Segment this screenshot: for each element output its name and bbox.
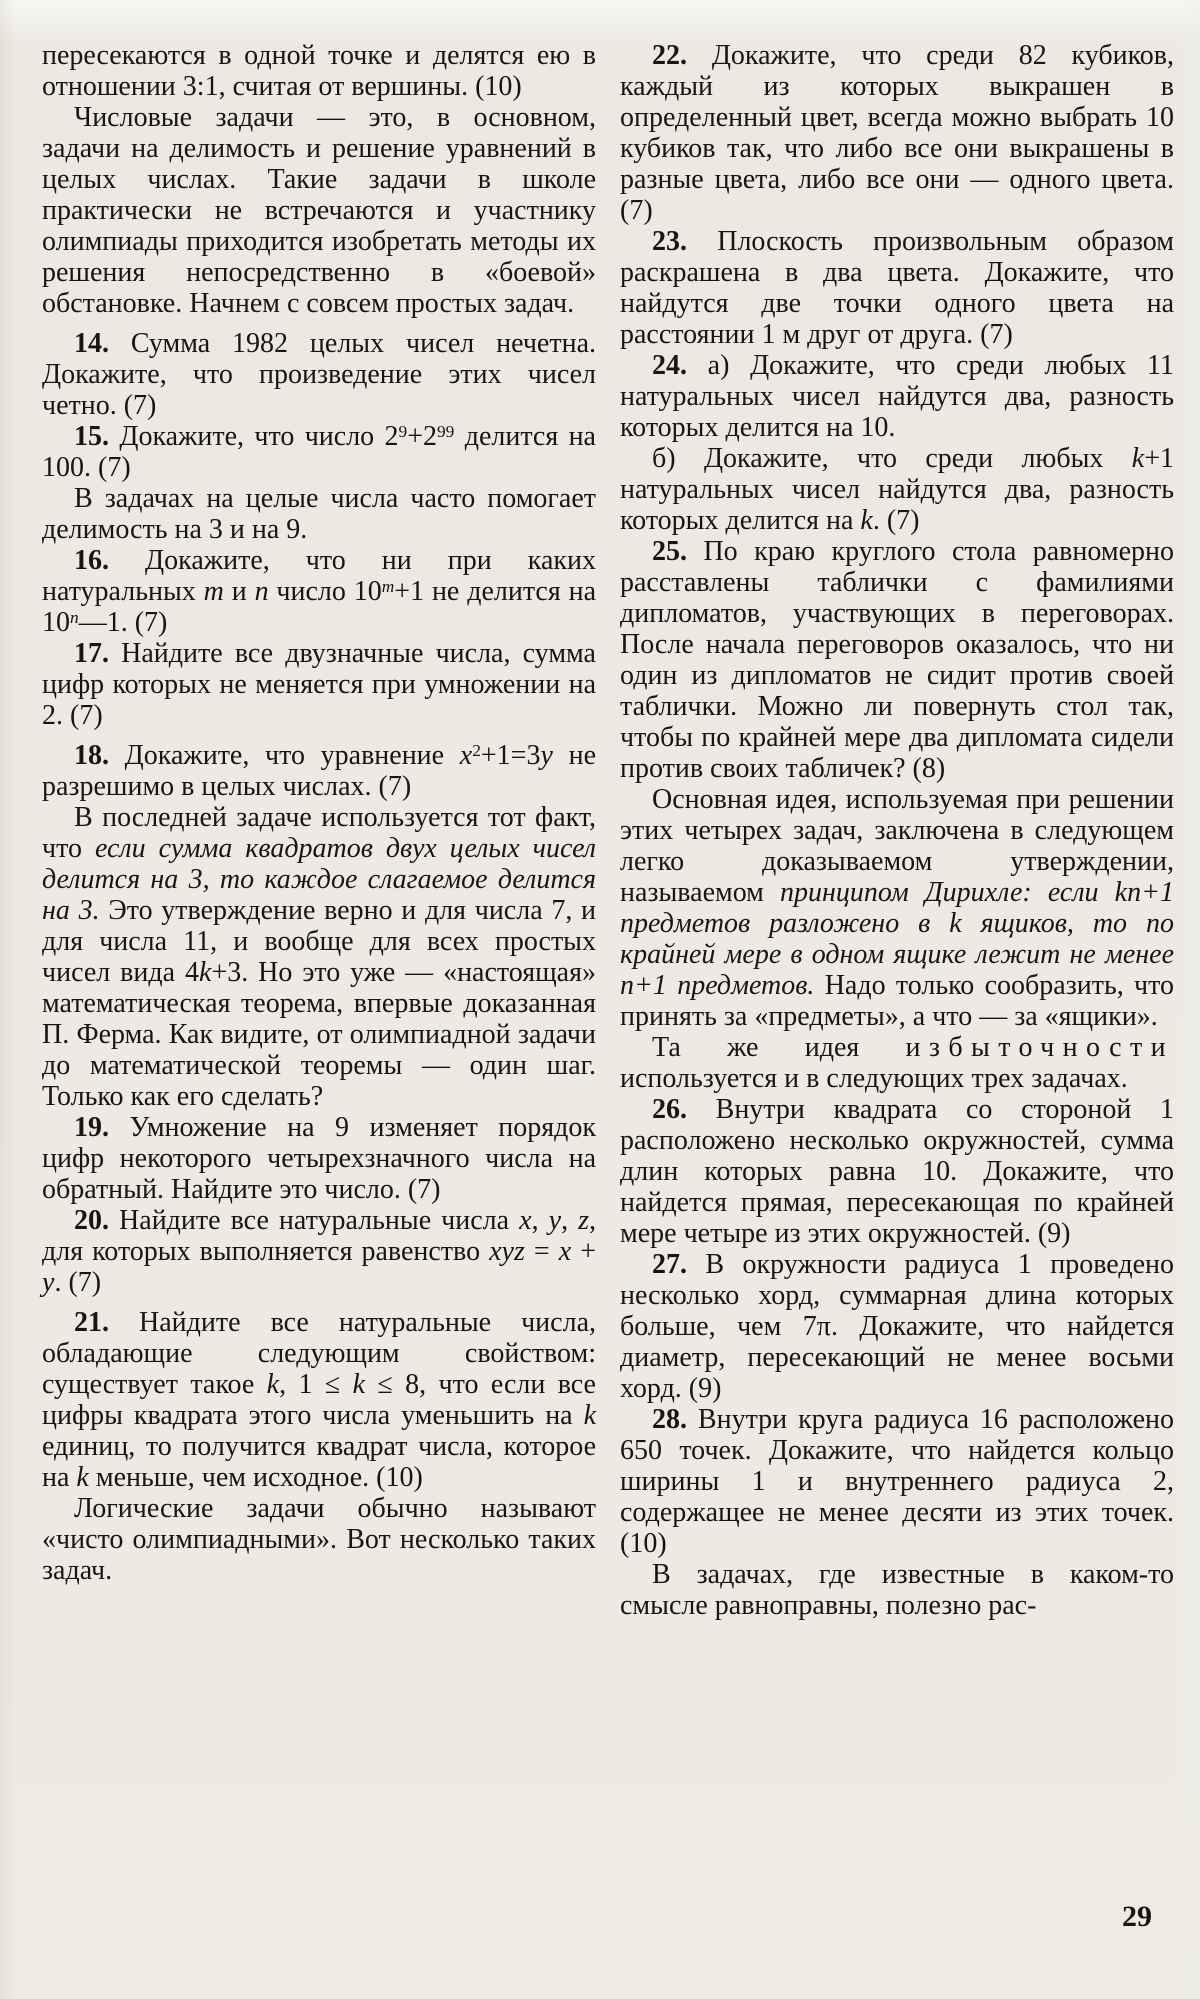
text-run: , 1 ≤ bbox=[279, 1369, 353, 1400]
text-run: В последней задаче используется тот факт, что bbox=[42, 802, 596, 864]
text-run: = bbox=[524, 1236, 559, 1267]
paragraph bbox=[620, 1094, 1174, 1249]
text-run: Основная идея, используемая при решении этих четырех задач, заключена в следующем легко доказываемом утверждении, называемом bbox=[620, 784, 1174, 908]
text-run: m bbox=[381, 577, 395, 597]
text-run: 21. bbox=[74, 1307, 109, 1338]
paragraph bbox=[42, 1307, 596, 1493]
paragraph bbox=[42, 1493, 596, 1586]
paragraph bbox=[620, 536, 1174, 784]
column-right bbox=[620, 40, 1174, 1621]
text-run: 20. bbox=[74, 1205, 109, 1236]
page-number: 29 bbox=[1122, 1900, 1152, 1933]
text-run: x bbox=[519, 1205, 532, 1236]
text-run: принципом Дирихле: если kn+1 предметов разложено в k ящиков, то по крайней мере в одном ящике лежит не менее n+1 предметов. bbox=[620, 877, 1174, 1001]
text-run: 23. bbox=[652, 226, 687, 257]
text-run: а) Докажите, что среди любых 11 натуральных чисел найдутся два, разность которых делится на 10. bbox=[620, 350, 1174, 443]
text-run: Найдите все двузначные числа, сумма цифр которых не меняется при умножении на 2. (7) bbox=[42, 638, 596, 731]
text-run: +1 не делится на 10 bbox=[42, 576, 596, 638]
paragraph bbox=[42, 328, 596, 421]
paragraph bbox=[42, 545, 596, 638]
text-run: k bbox=[199, 957, 212, 988]
text-run: Найдите все натуральные числа bbox=[109, 1205, 520, 1236]
text-run: По краю круглого стола равномерно расставлены таблички с фамилиями дипломатов, участвующих в переговорах. После начала переговоров оказалось, что ни один из дипломатов не сидит против своей таблички. Можно ли повернуть стол так, чтобы по крайней мере два дипломата сидели против своих табличек? (8) bbox=[620, 536, 1174, 784]
text-run: 99 bbox=[437, 422, 455, 442]
text-run: Внутри круга радиуса 16 расположено 650 точек. Докажите, что найдется кольцо ширины 1 и внутреннего радиуса 2, содержащее не менее десяти из этих точек. (10) bbox=[620, 1404, 1174, 1559]
text-run: k bbox=[352, 1369, 366, 1400]
text-run: Это утверждение верно и для числа 7, и для числа 11, и вообще для всех простых чисел вида 4 bbox=[42, 895, 596, 988]
text-run: В задачах, где известные в каком-то смысле равноправны, полезно рас- bbox=[620, 1559, 1174, 1621]
text-run: 28. bbox=[652, 1404, 687, 1435]
text-run: избыточности bbox=[905, 1032, 1174, 1063]
text-run: y bbox=[548, 1205, 562, 1236]
paragraph bbox=[42, 40, 596, 102]
paragraph bbox=[620, 226, 1174, 350]
text-columns bbox=[42, 40, 1174, 1621]
text-run: ≤ 8, что если все цифры квадрата этого числа уменьшить на bbox=[42, 1369, 596, 1431]
text-run: 19. bbox=[74, 1112, 109, 1143]
text-run: 14. bbox=[74, 328, 109, 359]
text-run: +1=3 bbox=[480, 740, 541, 771]
paragraph bbox=[42, 483, 596, 545]
text-run: y bbox=[540, 740, 553, 771]
text-run: Сумма 1982 целых чисел нечетна. Докажите, что произведение этих чисел четно. (7) bbox=[42, 328, 596, 421]
text-run: +1 натуральных чисел найдутся два, разность которых делится на bbox=[620, 443, 1174, 536]
paragraph bbox=[620, 40, 1174, 226]
text-run: 25. bbox=[652, 536, 687, 567]
text-run: 26. bbox=[652, 1094, 687, 1125]
text-run: k bbox=[583, 1400, 596, 1431]
text-run: делится на 100. (7) bbox=[42, 421, 596, 483]
text-run: если сумма квадратов двух целых чисел делится на 3, то каждое слагаемое делится на 3. bbox=[42, 833, 597, 926]
paragraph bbox=[620, 350, 1174, 443]
text-run: Надо только сообразить, что принять за «предметы», а что — за «ящики». bbox=[620, 970, 1174, 1032]
paragraph bbox=[42, 1112, 596, 1205]
text-run: 15. bbox=[74, 421, 109, 452]
text-run: Та же идея bbox=[652, 1032, 906, 1063]
text-run: . (7) bbox=[872, 505, 920, 536]
text-run: 27. bbox=[652, 1249, 687, 1280]
text-run: Найдите все натуральные числа, обладающие следующим свойством: существует такое bbox=[42, 1307, 596, 1400]
paragraph bbox=[42, 740, 596, 802]
text-run: n bbox=[254, 576, 269, 607]
text-run: 18. bbox=[74, 740, 109, 771]
paragraph bbox=[42, 102, 596, 319]
text-run: , для которых выполняется равенство bbox=[42, 1205, 597, 1267]
text-run: 22. bbox=[652, 40, 687, 71]
text-run: меньше, чем исходное. (10) bbox=[88, 1462, 423, 1493]
text-run: и bbox=[223, 576, 255, 607]
text-run: n bbox=[70, 608, 79, 628]
text-run: 17. bbox=[74, 638, 109, 669]
text-run: пересекаются в одной точке и делятся ею в отношении 3:1, считая от вершины. (10) bbox=[42, 40, 596, 102]
text-run: В окружности радиуса 1 проведено несколько хорд, суммарная длина которых больше, чем 7π. Докажите, что найдется диаметр, пересекающий не менее восьми хорд. (9) bbox=[620, 1249, 1174, 1404]
text-run: Докажите, что среди 82 кубиков, каждый из которых выкрашен в определенный цвет, всегда можно выбрать 10 кубиков так, что либо все они выкрашены в разные цвета, либо все они — одного цвета. (7) bbox=[620, 40, 1174, 226]
paragraph bbox=[620, 1404, 1174, 1559]
text-run: Числовые задачи — это, в основном, задачи на делимость и решение уравнений в целых числах. Такие задачи в школе практически не встречаются и участнику олимпиады приходится изобретать методы их решения непосредственно в «боевой» обстановке. Начнем с совсем простых задач. bbox=[42, 102, 596, 319]
text-run: 24. bbox=[652, 350, 687, 381]
text-run: +3. Но это уже — «настоящая» математическая теорема, впервые доказанная П. Ферма. Как видите, от олимпиадной задачи до математической теоремы — один шаг. Только как его сделать? bbox=[42, 957, 596, 1112]
text-run: k bbox=[266, 1369, 280, 1400]
text-run: Докажите, что уравнение bbox=[109, 740, 460, 771]
paragraph bbox=[620, 784, 1174, 1032]
text-run: k bbox=[860, 505, 873, 536]
text-run: + bbox=[571, 1236, 596, 1267]
paragraph bbox=[620, 443, 1174, 536]
text-run: 16. bbox=[74, 545, 109, 576]
text-run: Умножение на 9 изменяет порядок цифр некоторого четырехзначного числа на обратный. Найдите это число. (7) bbox=[42, 1112, 596, 1205]
column-left bbox=[42, 40, 596, 1621]
text-run: k bbox=[1131, 443, 1145, 474]
paragraph bbox=[620, 1559, 1174, 1621]
text-run: не разрешимо в целых числах. (7) bbox=[42, 740, 596, 802]
text-run: , bbox=[531, 1205, 549, 1236]
text-run: Логические задачи обычно называют «чисто олимпиадными». Вот несколько таких задач. bbox=[42, 1493, 596, 1586]
text-run: , bbox=[561, 1205, 579, 1236]
text-run: —1. (7) bbox=[78, 607, 168, 638]
text-run: 9 bbox=[398, 422, 408, 442]
text-run: используется и в следующих трех задачах. bbox=[620, 1063, 1128, 1094]
text-run: k bbox=[76, 1462, 89, 1493]
text-run: x bbox=[459, 740, 473, 771]
text-run: 2 bbox=[472, 741, 481, 761]
paragraph bbox=[620, 1032, 1174, 1094]
text-run: z bbox=[578, 1205, 590, 1236]
paragraph bbox=[42, 638, 596, 731]
text-run: Докажите, что ни при каких натуральных bbox=[42, 545, 596, 607]
text-run: Докажите, что число 2 bbox=[109, 421, 399, 452]
text-run: число 10 bbox=[268, 576, 382, 607]
paragraph bbox=[620, 1249, 1174, 1404]
text-run: +2 bbox=[407, 421, 437, 452]
text-run: xyz bbox=[489, 1236, 525, 1267]
text-run: единиц, то получится квадрат числа, которое на bbox=[42, 1431, 596, 1493]
text-run: Плоскость произвольным образом раскрашена в два цвета. Докажите, что найдутся две точки одного цвета на расстоянии 1 м друг от друга. (7) bbox=[620, 226, 1174, 350]
paragraph bbox=[42, 1205, 596, 1298]
text-run: y bbox=[42, 1267, 55, 1298]
text-run: . (7) bbox=[54, 1267, 102, 1298]
text-run: Внутри квадрата со стороной 1 расположено несколько окружностей, сумма длин которых равна 10. Докажите, что найдется прямая, пересекающая по крайней мере четыре из этих окружностей. (9) bbox=[620, 1094, 1174, 1249]
paragraph bbox=[42, 421, 596, 483]
text-run: x bbox=[558, 1236, 572, 1267]
paragraph bbox=[42, 802, 596, 1112]
text-run: m bbox=[203, 576, 224, 607]
text-run: б) Докажите, что среди любых bbox=[652, 443, 1132, 474]
text-run: В задачах на целые числа часто помогает делимость на 3 и на 9. bbox=[42, 483, 596, 545]
